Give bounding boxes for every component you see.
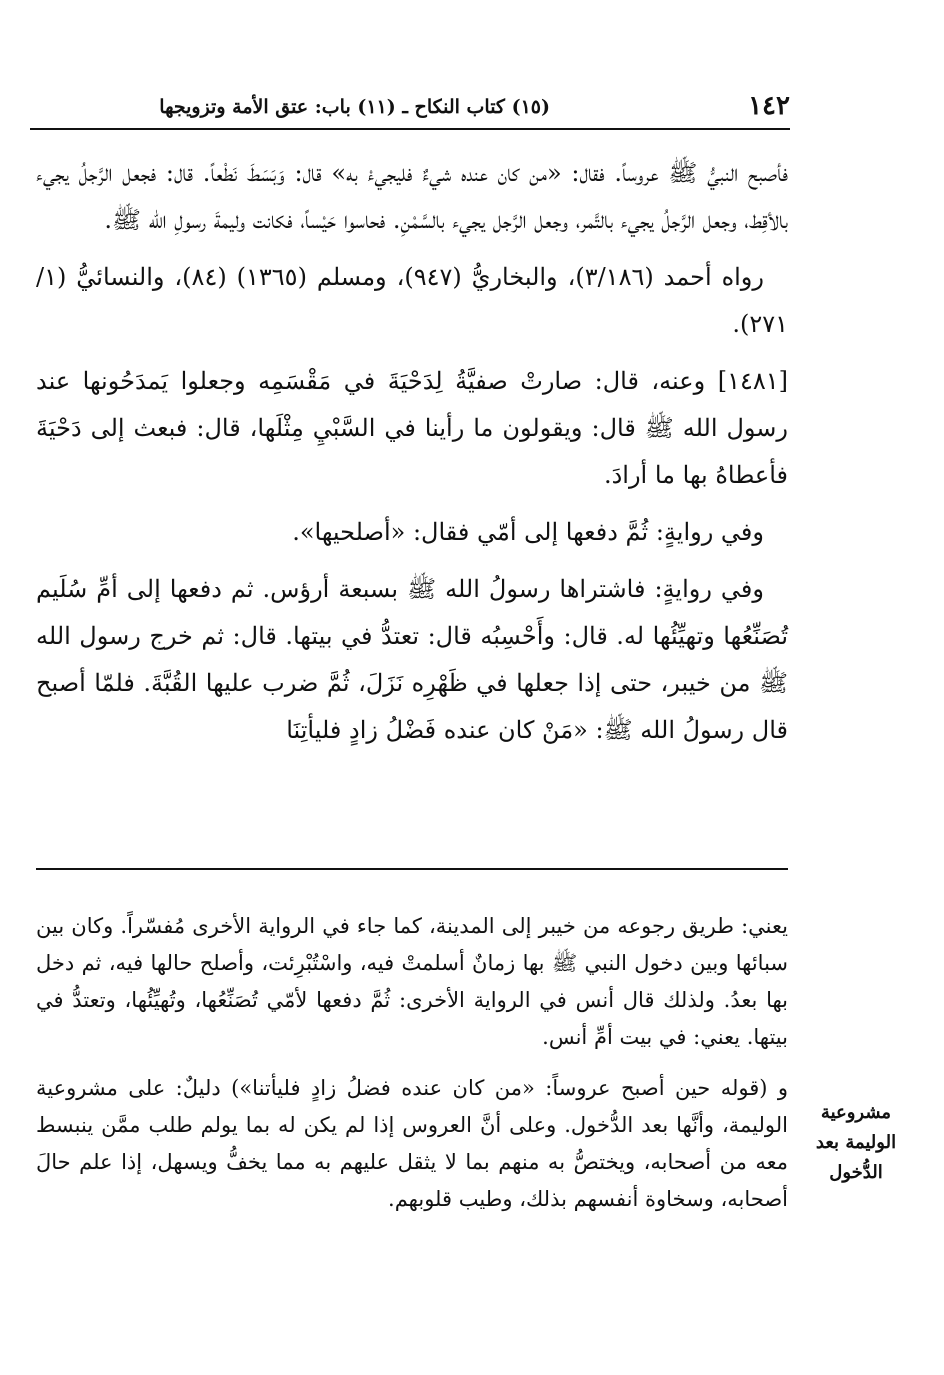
page-header bbox=[30, 88, 790, 130]
footnote-separator bbox=[36, 868, 788, 870]
margin-heading bbox=[800, 1098, 912, 1188]
main-text bbox=[36, 150, 788, 764]
variant-narration: وفي روايةٍ: ثُمَّ دفعها إلى أمّي فقال: «أصلحيها». bbox=[292, 518, 764, 546]
citation-paragraph: رواه أحمد (٣/١٨٦)، والبخاريُّ (٩٤٧)، ومسلم (١٣٦٥) (٨٤)، والنسائيُّ (١/ ٢٧١). bbox=[36, 263, 788, 338]
running-title: (١٥) كتاب النكاح ـ (١١) باب: عتق الأمة وتزويجها bbox=[159, 96, 550, 118]
page-number: ١٤٢ bbox=[748, 91, 790, 121]
variant-narration: وفي روايةٍ: فاشتراها رسولُ الله ﷺ بسبعة أرؤس. ثم دفعها إلى أمِّ سُلَيم تُصَنِّعُها وتهيِّئُها له. قال: وأَحْسِبُه قال: تعتدُّ في بيتها. قال: ثم خرج رسول الله ﷺ من خيبر، حتى إذا جعلها في ظَهْرِه نَزَلَ، ثُمَّ ضرب عليها القُبَّةَ. فلمّا أصبح قال رسولُ الله ﷺ: «مَنْ كان عنده فَضْلُ زادٍ فليأتِنَا bbox=[36, 575, 788, 744]
margin-heading-line: الوليمة بعد bbox=[815, 1132, 897, 1153]
hadith-paragraph: [١٤٨١] وعنه، قال: صارتْ صفيَّةُ لِدَحْيَةَ في مَقْسَمِه وجعلوا يَمدَحُونها عند رسول الله ﷺ قال: ويقولون ما رأينا في السَّبْيِ مِثْلَها، قال: فبعث إلى دَحْيَةَ فأعطاهُ بها ما أرادَ. bbox=[36, 367, 789, 489]
main-paragraph: فأصبح النبيُّ ﷺ عروساً. فقال: «من كان عنده شيءٌ فليجيءْ به» قال: وَبَسَطَ نَطْعاً. قال: فجعل الرَّجلُ يجيء بالأقِط، وجعل الرَّجلُ يجيء بالتَّمر، وجعل الرَّجل يجيء بالسَّمْنِ. فحاسوا حَيْساً، فكانت وليمةَ رسولِ الله ﷺ. bbox=[36, 159, 788, 234]
margin-heading-line: مشروعية bbox=[820, 1102, 892, 1123]
commentary-paragraph: و (قوله حين أصبح عروساً: «من كان عنده فضلُ زادٍ فليأتنا») دليلٌ: على مشروعية الوليمة، وأنَّها بعد الدُّخول. وعلى أنَّ العروس إذا لم يكن له بما يولم طلب ممَّن ينبسط معه من أصحابه، ويختصُّ به منهم بما لا يثقل عليهم به مما يخفُّ ويسهل، إذا علم حالَ أصحابه، وسخاوة أنفسهم بذلك، وطيب قلوبهم. bbox=[36, 1076, 788, 1211]
commentary-paragraph: يعني: طريق رجوعه من خيبر إلى المدينة، كما جاء في الرواية الأخرى مُفسّراً. وكان بين سبائها وبين دخول النبي ﷺ بها زمانٌ أسلمتْ فيه، واسْتُبْرِئت، وأصلح حالها فيه، ثم دخل بها بعدُ. ولذلك قال أنس في الرواية الأخرى: ثُمَّ دفعها لأمّي تُصَنِّعُها، وتُهيِّئُها، وتعتدُّ في بيتها. يعني: في بيت أمِّ أنس. bbox=[36, 914, 788, 1049]
commentary bbox=[36, 908, 788, 1232]
margin-heading-line: الدُّخول bbox=[829, 1162, 883, 1183]
